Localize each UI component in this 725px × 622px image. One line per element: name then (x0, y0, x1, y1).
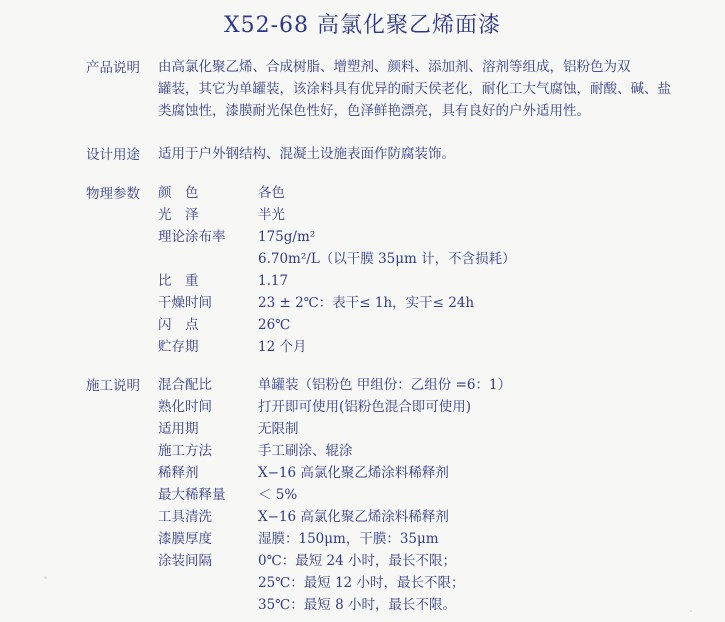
param-value: 175g/m² (258, 229, 316, 245)
scan-speck (44, 576, 47, 579)
application-key: 熟化时间 (158, 399, 212, 415)
product-line: 由高氯化聚乙烯、合成树脂、增塑剂、颜料、添加剂、溶剂等组成，铝粉色为双 (158, 59, 631, 75)
application-key: 最大稀释量 (158, 487, 226, 503)
section-label-usage: 设计用途 (86, 147, 140, 163)
param-key: 光 泽 (158, 207, 199, 223)
param-key: 比 重 (158, 273, 199, 289)
application-value: ＜ 5% (258, 487, 298, 503)
application-value: X−16 高氯化聚乙烯涂料稀释剂 (258, 465, 449, 481)
section-label-physical: 物理参数 (86, 186, 140, 202)
interval-line: 35℃：最短 8 小时，最长不限。 (258, 597, 456, 613)
application-value: 湿膜：150μm，干膜：35μm (258, 531, 439, 547)
application-value: 单罐装（铝粉色 甲组份：乙组份 =6：1） (258, 377, 512, 393)
usage-text: 适用于户外钢结构、混凝土设施表面作防腐装饰。 (158, 146, 455, 162)
application-key: 涂装间隔 (158, 553, 212, 569)
param-value: 23 ± 2℃：表干≤ 1h，实干≤ 24h (258, 295, 475, 311)
param-value: 12 个月 (258, 339, 307, 355)
application-key: 混合配比 (158, 377, 212, 393)
application-key: 漆膜厚度 (158, 531, 212, 547)
application-value: 无限制 (258, 421, 299, 437)
param-key: 贮存期 (158, 339, 199, 355)
document-title: X52-68 高氯化聚乙烯面漆 (223, 13, 502, 38)
param-value: 6.70m²/L（以干膜 35μm 计，不含损耗） (258, 251, 516, 267)
application-key: 适用期 (158, 421, 199, 437)
application-key: 工具清洗 (158, 509, 212, 525)
param-key: 理论涂布率 (158, 229, 226, 245)
application-key: 施工方法 (158, 443, 212, 459)
scan-speck (690, 610, 692, 612)
interval-line: 25℃：最短 12 小时，最长不限； (258, 575, 465, 591)
application-value: 打开即可使用(铝粉色混合即可使用) (258, 399, 472, 415)
param-value: 半光 (258, 207, 285, 223)
section-label-application: 施工说明 (86, 378, 140, 394)
param-key: 闪 点 (158, 317, 199, 333)
application-value: X−16 高氯化聚乙烯涂料稀释剂 (258, 509, 449, 525)
param-value: 26℃ (258, 317, 291, 333)
product-description (158, 56, 678, 122)
param-key: 颜 色 (158, 185, 199, 201)
product-line: 罐装，其它为单罐装，该涂料具有优异的耐天侯老化，耐化工大气腐蚀，耐酸、碱、盐 (158, 81, 671, 97)
param-key: 干燥时间 (158, 295, 212, 311)
param-value: 各色 (258, 185, 285, 201)
param-value: 1.17 (258, 273, 289, 289)
section-label-product: 产品说明 (86, 60, 140, 76)
application-value: 0℃：最短 24 小时，最长不限； (258, 553, 456, 569)
application-key: 稀释剂 (158, 465, 199, 481)
application-value: 手工刷涂、辊涂 (258, 443, 353, 459)
product-line: 类腐蚀性，漆膜耐光保色性好，色泽鲜艳漂亮，具有良好的户外适用性。 (158, 103, 590, 119)
